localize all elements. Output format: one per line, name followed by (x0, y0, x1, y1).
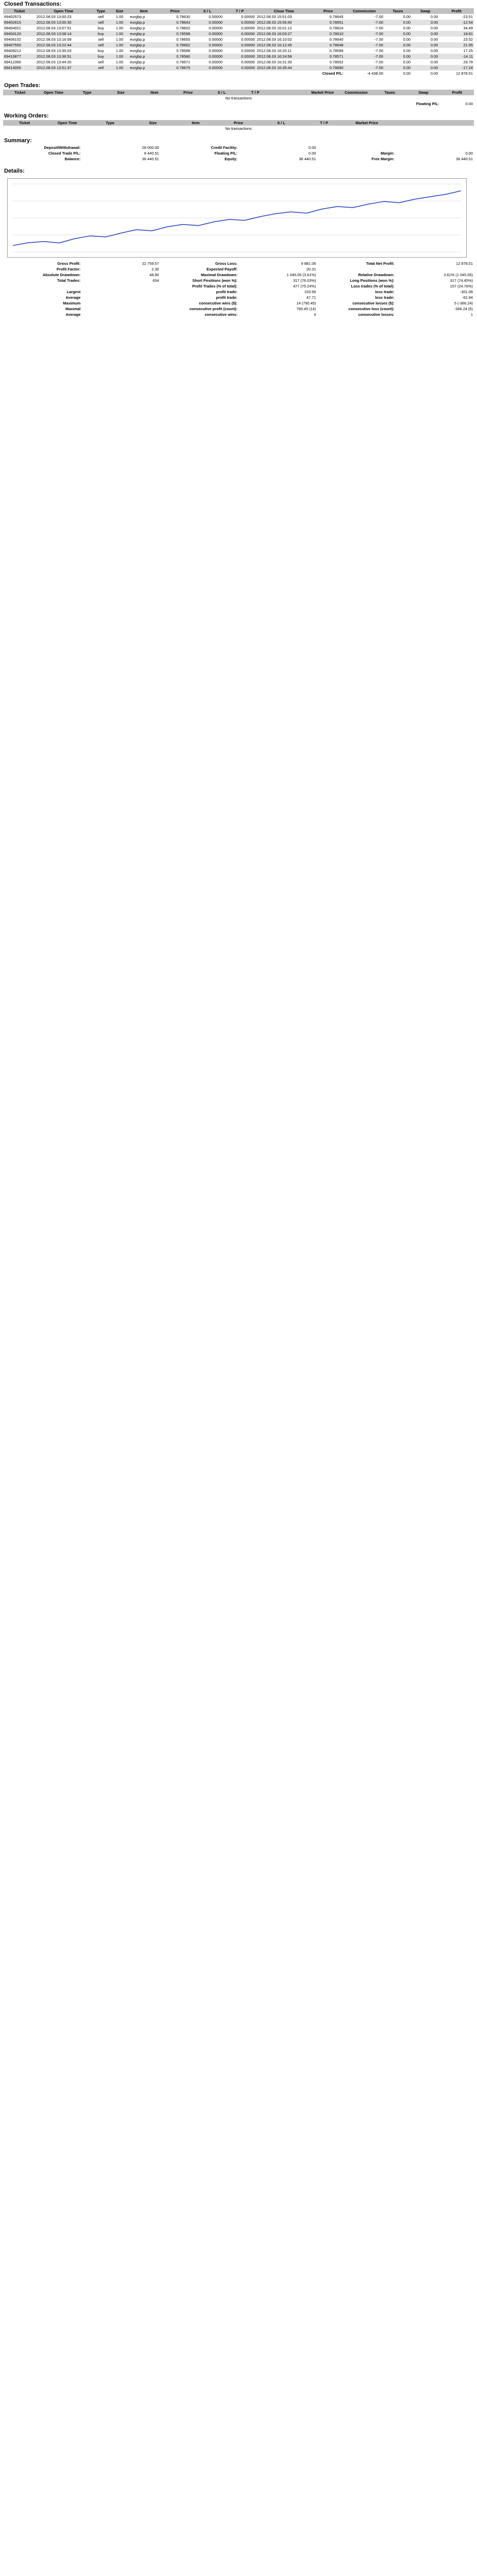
closed-pl-summary-label: Closed Trade P/L: (48, 151, 81, 156)
trade-cell: 69410877 (3, 54, 36, 59)
working-orders-table (3, 120, 474, 131)
trade-cell: 1.00 (110, 31, 129, 37)
trade-cell: 0.00000 (224, 37, 256, 42)
trade-cell: 0.00 (412, 48, 439, 54)
free-margin-value: 36 440.51 (456, 157, 473, 161)
trade-cell: eurgbp.p (129, 65, 159, 71)
trade-cell: 0.78652 (312, 59, 345, 65)
trade-cell: -7.00 (344, 25, 384, 31)
margin-value: 0.00 (465, 151, 473, 156)
trade-cell: 69412390 (3, 59, 36, 65)
trade-cell: 0.78602 (159, 25, 191, 31)
trade-cell: 0.00000 (191, 48, 224, 54)
trade-cell: 2012.08.03 13:16:09 (36, 37, 92, 42)
trade-cell: 0.00000 (191, 25, 224, 31)
closed-header-col-0: Ticket (3, 8, 36, 14)
trade-cell: 0.78648 (312, 42, 345, 48)
summary-table (3, 145, 474, 162)
trade-cell: 0.00000 (224, 48, 256, 54)
working-header-col-1: Open Time (46, 120, 89, 126)
gross-loss-value: 9 881.06 (301, 261, 316, 266)
trade-cell: eurgbp.p (129, 42, 159, 48)
closed-header-col-8: Close Time (256, 8, 312, 14)
loss-trades-label: Loss trades (% of total): (351, 284, 395, 289)
trade-cell: -14.11 (439, 54, 474, 59)
trade-cell: 1.00 (110, 14, 129, 20)
credit-value: 0.00 (308, 145, 316, 150)
average-label: Average (65, 295, 81, 300)
deposit-label: Deposit/Withdrawal: (44, 145, 81, 150)
max-consec-wins-label: consecutive wins ($): (199, 301, 237, 306)
details-table (3, 261, 474, 317)
trade-cell: -7.00 (344, 59, 384, 65)
total-net-label: Total Net Profit: (366, 261, 395, 266)
closed-pl-label: Closed P/L: (312, 71, 345, 76)
maximal-profit-label: consecutive profit (count): (189, 307, 237, 311)
open-header-col-12: Swap (406, 90, 440, 95)
rel-dd-value: 3.61% (1 045.05) (444, 273, 473, 277)
trade-cell: 2012.08.03 16:35:44 (256, 65, 312, 71)
open-header-col-7: T / P (238, 90, 272, 95)
trade-cell: 0.00 (412, 25, 439, 31)
trade-cell: 69402573 (3, 14, 36, 20)
trade-cell: 0.78610 (312, 31, 345, 37)
trade-cell: 0.78588 (159, 48, 191, 54)
free-margin-label: Free Margin: (371, 157, 395, 161)
trade-cell: 1.00 (110, 20, 129, 25)
avg-consec-label: Average (65, 312, 81, 317)
profit-trades-value: 477 (75.24%) (293, 284, 316, 289)
table-row (3, 25, 474, 31)
rel-dd-label: Relative Drawdown: (358, 273, 395, 277)
trade-cell: 0.00 (412, 65, 439, 71)
trade-cell: eurgbp.p (129, 59, 159, 65)
trade-cell: 1.00 (110, 25, 129, 31)
trade-cell: sell (92, 42, 110, 48)
trade-cell: 0.00000 (224, 20, 256, 25)
trade-cell: sell (92, 20, 110, 25)
floating-summary-label: Floating P/L: (214, 151, 237, 156)
working-header-col-6: S / L (260, 120, 302, 126)
trade-cell: 0.00000 (224, 31, 256, 37)
trade-cell: eurgbp.p (129, 20, 159, 25)
max-consec-label: Maximum (63, 301, 81, 306)
trade-cell: -7.00 (344, 48, 384, 54)
trade-cell: 0.00000 (224, 54, 256, 59)
closed-header-col-9: Price (312, 8, 345, 14)
trade-cell: 0.00 (412, 59, 439, 65)
abs-dd-value: 48.90 (149, 273, 159, 277)
table-row (3, 14, 474, 20)
loss-trades-value: 157 (24.76%) (450, 284, 473, 289)
trade-cell: 0.00000 (224, 59, 256, 65)
trade-cell: eurgbp.p (129, 54, 159, 59)
table-row (3, 20, 474, 25)
floating-summary-value: 0.00 (308, 151, 316, 156)
closed-header-col-13: Profit (439, 8, 474, 14)
avg-consec-wins-value: 4 (314, 312, 316, 317)
open-empty-text: No transactions (3, 95, 474, 101)
working-header-col-10 (431, 120, 474, 126)
profit-trades-label: Profit Trades (% of total): (192, 284, 237, 289)
closed-transactions-title: Closed Transactions: (4, 1, 62, 7)
trade-cell: 0.78671 (159, 59, 191, 65)
trade-cell: -7.00 (344, 31, 384, 37)
trade-cell: 0.00000 (191, 59, 224, 65)
trade-cell: 0.00000 (191, 31, 224, 37)
avg-consec-wins-label: consecutive wins: (205, 312, 237, 317)
total-taxes: 0.00 (384, 71, 412, 76)
floating-pl-value: 0.00 (440, 101, 474, 107)
closed-header-col-3: Size (110, 8, 129, 14)
working-orders-title: Working Orders: (4, 113, 49, 119)
largest-loss-value: -301.08 (459, 290, 473, 294)
open-header-col-8 (272, 90, 305, 95)
trade-cell: sell (92, 37, 110, 42)
working-header-col-8: Market Price (346, 120, 388, 126)
table-row (3, 59, 474, 65)
trade-cell: 69404120 (3, 31, 36, 37)
report-page (0, 0, 477, 317)
open-header-row (3, 90, 474, 95)
closed-header-col-7: T / P (224, 8, 256, 14)
trade-cell: -7.00 (344, 37, 384, 42)
trade-cell: 18.81 (439, 31, 474, 37)
trade-cell: 2012.08.03 15:55:40 (256, 20, 312, 25)
maximal-loss-value: -366.24 (5) (454, 307, 473, 311)
open-header-col-9: Market Price (306, 90, 339, 95)
trade-cell: 29.78 (439, 59, 474, 65)
trade-cell: 0.00000 (191, 20, 224, 25)
table-row (3, 37, 474, 42)
trade-cell: 0.00 (384, 48, 412, 54)
working-header-col-0: Ticket (3, 120, 46, 126)
credit-label: Credit Facility: (211, 145, 237, 150)
closed-totals-row (3, 71, 474, 76)
profit-factor-label: Profit Factor: (56, 267, 81, 272)
trade-cell: 0.00 (412, 42, 439, 48)
trade-cell: 69406102 (3, 37, 36, 42)
average-profit-value: 47.71 (306, 295, 316, 300)
trade-cell: -7.00 (344, 54, 384, 59)
trade-cell: 2012.08.03 13:08:14 (36, 31, 92, 37)
trade-cell: 2012.08.03 16:10:02 (256, 37, 312, 42)
average-loss-label: loss trade: (375, 295, 395, 300)
trade-cell: 34.49 (439, 25, 474, 31)
trade-cell: 0.00 (384, 65, 412, 71)
trade-cell: 69407550 (3, 42, 36, 48)
trade-cell: -7.00 (344, 65, 384, 71)
trade-cell: 23.52 (439, 37, 474, 42)
trade-cell: buy (92, 31, 110, 37)
total-trades-label: Total Trades: (57, 278, 81, 283)
working-header-row (3, 120, 474, 126)
total-net-value: 12 878.51 (456, 261, 473, 266)
maximal-label: Maximal (65, 307, 81, 311)
short-value: 317 (76.03%) (293, 278, 316, 283)
trade-cell: 2012.08.03 15:51:03 (256, 14, 312, 20)
trade-cell: 0.00 (384, 54, 412, 59)
profit-factor-value: 2.30 (151, 267, 159, 272)
trade-cell: 0.78598 (159, 31, 191, 37)
maximal-profit-value: 790.45 (14) (296, 307, 316, 311)
working-header-col-9 (388, 120, 431, 126)
trade-cell: 2012.08.03 16:24:58 (256, 54, 312, 59)
closed-pl-summary-value: 8 440.51 (144, 151, 159, 156)
trade-cell: buy (92, 25, 110, 31)
largest-profit-label: profit trade: (216, 290, 237, 294)
trade-cell: 21.95 (439, 42, 474, 48)
long-value: 317 (74.45%) (450, 278, 473, 283)
trade-cell: 0.00000 (191, 14, 224, 20)
open-header-col-5: Price (171, 90, 205, 95)
trade-cell: 0.00000 (191, 37, 224, 42)
closed-header-col-10: Commission (344, 8, 384, 14)
trade-cell: 0.78690 (312, 65, 345, 71)
trade-cell: 0.78630 (159, 14, 191, 20)
trade-cell: 0.00000 (191, 54, 224, 59)
trade-cell: 0.00 (384, 31, 412, 37)
trade-cell: 2012.08.03 13:30:03 (36, 48, 92, 54)
working-header-col-4: Item (174, 120, 217, 126)
working-header-col-5: Price (217, 120, 260, 126)
trade-cell: 0.00 (384, 25, 412, 31)
trade-cell: 2012.08.03 13:36:51 (36, 54, 92, 59)
max-dd-label: Maximal Drawdown: (200, 273, 237, 277)
table-row (3, 54, 474, 59)
trade-cell: 1.00 (110, 42, 129, 48)
working-empty-text: No transactions (3, 126, 474, 131)
trade-cell: 0.78662 (159, 42, 191, 48)
trade-cell: buy (92, 54, 110, 59)
max-dd-value: 1 045.05 (3.61%) (286, 273, 316, 277)
max-consec-losses-value: 5 (-366.24) (454, 301, 473, 306)
trade-cell: eurgbp.p (129, 25, 159, 31)
open-trades-table (3, 90, 474, 107)
equity-label: Equity: (224, 157, 237, 161)
expected-payoff-label: Expected Payoff: (207, 267, 237, 272)
total-commission: -4 438.00 (344, 71, 384, 76)
trade-cell: 2012.08.03 16:20:11 (256, 48, 312, 54)
open-header-col-6: S / L (205, 90, 238, 95)
trade-cell: 2012.08.03 16:03:27 (256, 31, 312, 37)
trade-cell: sell (92, 59, 110, 65)
balance-label: Balance: (64, 157, 81, 161)
trade-cell: 0.78571 (312, 54, 345, 59)
largest-label: Largest (66, 290, 81, 294)
working-header-col-2: Type (89, 120, 131, 126)
open-header-col-10: Commission (339, 90, 373, 95)
open-header-col-3: Size (104, 90, 138, 95)
closed-header-col-5: Price (159, 8, 191, 14)
trade-cell: 2012.08.03 16:12:45 (256, 42, 312, 48)
total-trades-value: 634 (152, 278, 159, 283)
closed-header-col-12: Swap (412, 8, 439, 14)
average-profit-label: profit trade: (216, 295, 237, 300)
summary-title: Summary: (4, 138, 32, 144)
margin-label: Margin: (380, 151, 395, 156)
long-label: Long Positions (won %): (350, 278, 395, 283)
trade-cell: 0.00000 (224, 14, 256, 20)
trade-cell: 0.00 (412, 37, 439, 42)
working-header-col-3: Size (131, 120, 174, 126)
equity-chart (7, 178, 467, 258)
trade-cell: eurgbp.p (129, 48, 159, 54)
trade-cell: 0.00 (384, 14, 412, 20)
trade-cell: sell (92, 65, 110, 71)
closed-header-row (3, 8, 474, 14)
trade-cell: -17.24 (439, 65, 474, 71)
trade-cell: 0.00 (412, 31, 439, 37)
max-consec-wins-value: 14 (790.45) (296, 301, 316, 306)
trade-cell: 0.78651 (312, 20, 345, 25)
trade-cell: 0.78624 (312, 25, 345, 31)
table-row (3, 42, 474, 48)
open-header-col-0: Ticket (3, 90, 37, 95)
trade-cell: eurgbp.p (129, 14, 159, 20)
trade-cell: 1.00 (110, 59, 129, 65)
trade-cell: 0.00 (412, 20, 439, 25)
closed-trades-body (3, 14, 474, 71)
details-title: Details: (4, 168, 25, 174)
trade-cell: eurgbp.p (129, 37, 159, 42)
trade-cell: 0.00000 (224, 65, 256, 71)
trade-cell: 69409212 (3, 48, 36, 54)
trade-cell: 1.00 (110, 48, 129, 54)
trade-cell: 0.78643 (159, 20, 191, 25)
trade-cell: 69402615 (3, 20, 36, 25)
trade-cell: 1.00 (110, 65, 129, 71)
gross-profit-value: 22 759.57 (142, 261, 159, 266)
open-header-col-4: Item (138, 90, 171, 95)
largest-loss-label: loss trade: (375, 290, 395, 294)
deposit-value: 28 000.00 (142, 145, 159, 150)
open-header-col-11: Taxes (373, 90, 406, 95)
trade-cell: 1.00 (110, 37, 129, 42)
equity-value: 36 440.51 (299, 157, 316, 161)
expected-payoff-value: 20.31 (306, 267, 316, 272)
trade-cell: 0.00 (384, 59, 412, 65)
trade-cell: 1.00 (110, 54, 129, 59)
trade-cell: 2012.08.03 13:00:23 (36, 14, 92, 20)
closed-header-col-2: Type (92, 8, 110, 14)
trade-cell: 2012.08.03 13:22:44 (36, 42, 92, 48)
trade-cell: 2012.08.03 13:07:51 (36, 25, 92, 31)
abs-dd-label: Absolute Drawdown: (42, 273, 81, 277)
trade-cell: 2012.08.03 13:00:30 (36, 20, 92, 25)
average-loss-value: -62.94 (462, 295, 473, 300)
table-row (3, 48, 474, 54)
trade-cell: 0.00000 (224, 42, 256, 48)
trade-cell: 0.00 (384, 20, 412, 25)
balance-value: 36 440.51 (142, 157, 159, 161)
working-header-col-7: T / P (303, 120, 346, 126)
table-row (3, 31, 474, 37)
trade-cell: -12.54 (439, 20, 474, 25)
equity-chart-svg (8, 179, 466, 257)
trade-cell: 0.78679 (159, 65, 191, 71)
trade-cell: 0.78599 (312, 48, 345, 54)
trade-cell: buy (92, 48, 110, 54)
trade-cell: -7.00 (344, 20, 384, 25)
table-row (3, 65, 474, 71)
trade-cell: 2012.08.03 16:31:30 (256, 59, 312, 65)
trade-cell: 69404021 (3, 25, 36, 31)
largest-profit-value: 153.56 (304, 290, 316, 294)
trade-cell: 0.78640 (312, 37, 345, 42)
trade-cell: -23.51 (439, 14, 474, 20)
total-swap: 0.00 (412, 71, 439, 76)
trade-cell: 0.00000 (191, 42, 224, 48)
gross-profit-label: Gross Profit: (57, 261, 81, 266)
trade-cell: 0.00 (384, 42, 412, 48)
trade-cell: 0.78580 (159, 54, 191, 59)
open-header-col-13: Profit (440, 90, 474, 95)
trade-cell: 0.00 (384, 37, 412, 42)
trade-cell: 2012.08.03 16:01:12 (256, 25, 312, 31)
trade-cell: 0.00 (412, 54, 439, 59)
closed-transactions-table (3, 8, 474, 76)
closed-header-col-6: S / L (191, 8, 224, 14)
short-label: Short Positions (won %): (192, 278, 237, 283)
floating-pl-label: Floating P/L: (406, 101, 440, 107)
open-header-col-1: Open Time (37, 90, 70, 95)
trade-cell: 0.00000 (224, 25, 256, 31)
closed-header-col-1: Open Time (36, 8, 92, 14)
open-header-col-2: Type (71, 90, 104, 95)
trade-cell: 2012.08.03 13:51:37 (36, 65, 92, 71)
trade-cell: 0.00 (412, 14, 439, 20)
total-profit: 12 878.51 (439, 71, 474, 76)
trade-cell: 69414005 (3, 65, 36, 71)
trade-cell: 17.25 (439, 48, 474, 54)
closed-header-col-4: Item (129, 8, 159, 14)
trade-cell: 0.00000 (191, 65, 224, 71)
maximal-loss-label: consecutive loss (count): (348, 307, 395, 311)
trade-cell: 0.78645 (312, 14, 345, 20)
trade-cell: -7.00 (344, 42, 384, 48)
avg-consec-losses-label: consecutive losses: (358, 312, 395, 317)
trade-cell: sell (92, 14, 110, 20)
trade-cell: 0.78655 (159, 37, 191, 42)
open-trades-title: Open Trades: (4, 82, 41, 89)
trade-cell: eurgbp.p (129, 31, 159, 37)
trade-cell: -7.00 (344, 14, 384, 20)
avg-consec-losses-value: 1 (470, 312, 473, 317)
gross-loss-label: Gross Loss: (215, 261, 237, 266)
max-consec-losses-label: consecutive losses ($): (352, 301, 395, 306)
trade-cell: 2012.08.03 13:44:20 (36, 59, 92, 65)
closed-header-col-11: Taxes (384, 8, 412, 14)
